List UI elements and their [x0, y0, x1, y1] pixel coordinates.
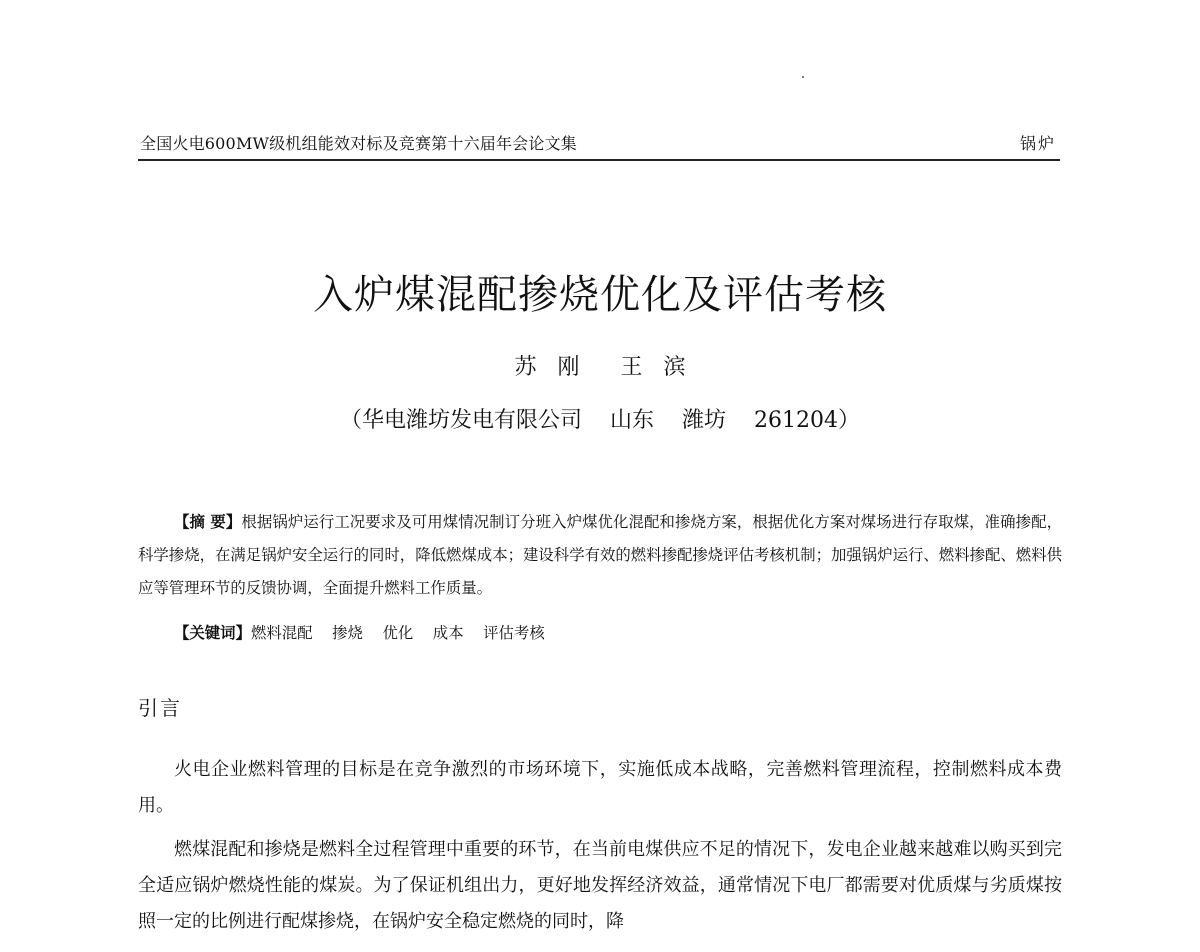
- paper-title: 入炉煤混配掺烧优化及评估考核: [313, 271, 887, 318]
- header-section-label: 锅炉: [1019, 134, 1056, 153]
- abstract-text: 根据锅炉运行工况要求及可用煤情况制订分班入炉煤优化混配和掺烧方案，根据优化方案对煤场进行存取煤，准确掺配，科学掺烧，在满足锅炉安全运行的同时，降低燃煤成本；建设科学有效的燃料掺配掺烧评估考核机制；加强锅炉运行、燃料掺配、燃料供应等管理环节的反馈协调，全面提升燃料工作质量。: [138, 513, 1062, 597]
- author-1: 苏 刚: [514, 355, 580, 380]
- header-proceedings-title: 全国火电600MW级机组能效对标及竞赛第十六届年会论文集: [140, 134, 577, 153]
- keywords: [174, 619, 545, 647]
- abstract-label: 【摘 要】: [174, 513, 242, 531]
- abstract: [138, 506, 1062, 605]
- scan-speck: [802, 76, 804, 78]
- body-paragraph: 燃煤混配和掺烧是燃料全过程管理中重要的环节，在当前电煤供应不足的情况下，发电企业越来越难以购买到完全适应锅炉燃烧性能的煤炭。为了保证机组出力，更好地发挥经济效益，通常情况下电厂都需要对优质煤与劣质煤按照一定的比例进行配煤掺烧，在锅炉安全稳定燃烧的同时，降: [138, 839, 1062, 932]
- section-heading-introduction: 引言: [138, 696, 182, 720]
- body-paragraph: 火电企业燃料管理的目标是在竞争激烈的市场环境下，实施低成本战略，完善燃料管理流程，控制燃料成本费用。: [138, 759, 1062, 816]
- author-2: 王 滨: [620, 355, 686, 380]
- running-header: [138, 133, 1060, 161]
- affiliation: （华电潍坊发电有限公司 山东 潍坊 261204）: [340, 408, 860, 433]
- keywords-label: 【关键词】: [174, 624, 251, 642]
- keywords-text: 燃料混配 掺烧 优化 成本 评估考核: [250, 624, 545, 642]
- authors: [0, 352, 1200, 384]
